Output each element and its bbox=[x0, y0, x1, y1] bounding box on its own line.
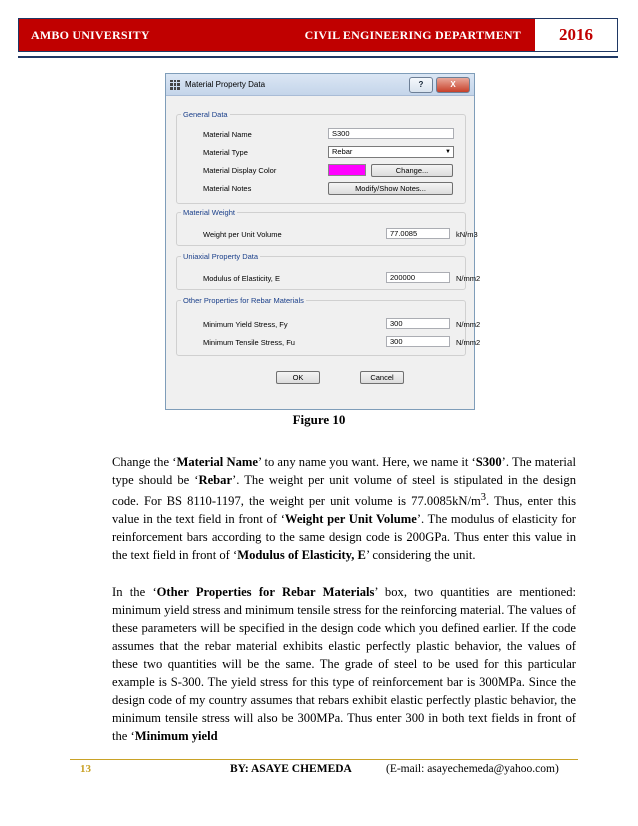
dialog-title: Material Property Data bbox=[185, 80, 266, 89]
header-year: 2016 bbox=[559, 25, 593, 44]
material-weight-legend: Material Weight bbox=[183, 208, 235, 217]
rebar-properties-legend: Other Properties for Rebar Materials bbox=[183, 296, 304, 305]
weight-per-unit-volume-label: Weight per Unit Volume bbox=[203, 230, 282, 239]
uniaxial-property-group bbox=[176, 252, 466, 290]
yield-stress-label: Minimum Yield Stress, Fy bbox=[203, 320, 288, 329]
p1-bold-rebar: Rebar bbox=[198, 473, 233, 487]
paragraph-2 bbox=[112, 583, 576, 745]
figure-caption: Figure 10 bbox=[292, 412, 346, 427]
header-year-box bbox=[535, 19, 617, 51]
p1-text-5: . Thus, enter this value in the text field in front of ‘ bbox=[112, 494, 576, 527]
display-color-label: Material Display Color bbox=[203, 166, 277, 175]
material-type-value: Rebar bbox=[332, 147, 353, 156]
p1-bold-weight: Weight per Unit Volume bbox=[284, 512, 417, 527]
paragraph-1 bbox=[112, 453, 576, 564]
modify-notes-button[interactable]: Modify/Show Notes... bbox=[328, 182, 453, 195]
modulus-unit: N/mm2 bbox=[456, 274, 481, 283]
p1-superscript: 3 bbox=[480, 492, 487, 503]
footer-email: (E-mail: asayechemeda@yahoo.com) bbox=[386, 763, 559, 775]
p1-text-1: Change the ‘ bbox=[112, 455, 177, 469]
header-divider bbox=[18, 56, 618, 58]
page-footer bbox=[70, 759, 578, 779]
cancel-button[interactable]: Cancel bbox=[360, 371, 404, 384]
dialog-titlebar bbox=[166, 74, 474, 96]
p1-bold-material-name: Material Name bbox=[176, 455, 258, 469]
p1-text-2: ’ to any name you want. Here, we name it ‘ bbox=[257, 455, 476, 469]
header-department: CIVIL ENGINEERING DEPARTMENT bbox=[304, 27, 521, 42]
page-header bbox=[18, 18, 618, 52]
p2-text-2: ’ box, two quantities are mentioned: minimum yield stress and minimum tensile stress for the reinforcing material. The values of these parameters will be specified in the design code which you defined earlier. If the code assumes that the rebar material exhibits elastic perfectly plastic behavior, the values of these two quantities will be the same. The grade of steel to be used for this particular example is S-300. The yield stress for this type of reinforcement bar is 300MPa. Since the design code of my country assumes that rebars exhibit elastic perfectly plastic behavior, the minimum tensile stress will also be 300MPa. Thus enter 300 in both text fields in front of the ‘ bbox=[112, 585, 576, 743]
change-color-button[interactable]: Change... bbox=[371, 164, 453, 177]
tensile-stress-unit: N/mm2 bbox=[456, 338, 481, 347]
general-data-legend: General Data bbox=[183, 110, 228, 119]
material-name-label: Material Name bbox=[203, 130, 252, 139]
material-type-select[interactable] bbox=[328, 146, 454, 158]
uniaxial-property-legend: Uniaxial Property Data bbox=[183, 252, 259, 261]
ok-button[interactable]: OK bbox=[276, 371, 320, 384]
p2-bold-other-properties: Other Properties for Rebar Materials bbox=[156, 585, 375, 599]
modulus-input[interactable]: 200000 bbox=[386, 272, 450, 283]
p2-text-1: In the ‘ bbox=[112, 585, 157, 599]
help-button[interactable]: ? bbox=[409, 77, 433, 93]
material-property-dialog bbox=[165, 73, 481, 410]
p1-text-7: ’ considering the unit. bbox=[365, 548, 476, 563]
tensile-stress-label: Minimum Tensile Stress, Fu bbox=[203, 338, 295, 347]
header-banner bbox=[19, 19, 535, 51]
chevron-down-icon: ▼ bbox=[445, 149, 451, 155]
p1-bold-modulus: Modulus of Elasticity, E bbox=[237, 548, 366, 563]
app-grid-icon bbox=[170, 80, 180, 90]
modulus-label: Modulus of Elasticity, E bbox=[203, 274, 280, 283]
yield-stress-input[interactable]: 300 bbox=[386, 318, 450, 329]
material-name-input[interactable]: S300 bbox=[328, 128, 454, 139]
material-notes-label: Material Notes bbox=[203, 184, 252, 193]
page-number: 13 bbox=[70, 760, 232, 778]
weight-unit: kN/m3 bbox=[456, 230, 478, 239]
footer-author: BY: ASAYE CHEMEDA bbox=[230, 763, 352, 775]
p1-text-6: ’. The modulus of elasticity for reinforcement bars according to the same design code is 200GPa. Thus enter this value in the text field in front of ‘ bbox=[112, 512, 576, 563]
display-color-swatch bbox=[328, 164, 366, 176]
p1-text-3: ’. The material type should be ‘ bbox=[112, 455, 576, 487]
close-button[interactable]: X bbox=[436, 77, 470, 93]
p1-bold-s300: S300 bbox=[475, 455, 502, 469]
material-type-label: Material Type bbox=[203, 148, 248, 157]
tensile-stress-input[interactable]: 300 bbox=[386, 336, 450, 347]
p2-bold-minimum-yield: Minimum yield bbox=[134, 729, 218, 743]
yield-stress-unit: N/mm2 bbox=[456, 320, 481, 329]
p1-text-4: ’. The weight per unit volume of steel is stipulated in the design code. For BS 8110-1197, the weight per unit volume is 77.0085kN/m bbox=[112, 473, 576, 509]
weight-per-unit-volume-input[interactable]: 77.0085 bbox=[386, 228, 450, 239]
header-university: AMBO UNIVERSITY bbox=[31, 27, 150, 42]
material-weight-group bbox=[176, 208, 466, 246]
